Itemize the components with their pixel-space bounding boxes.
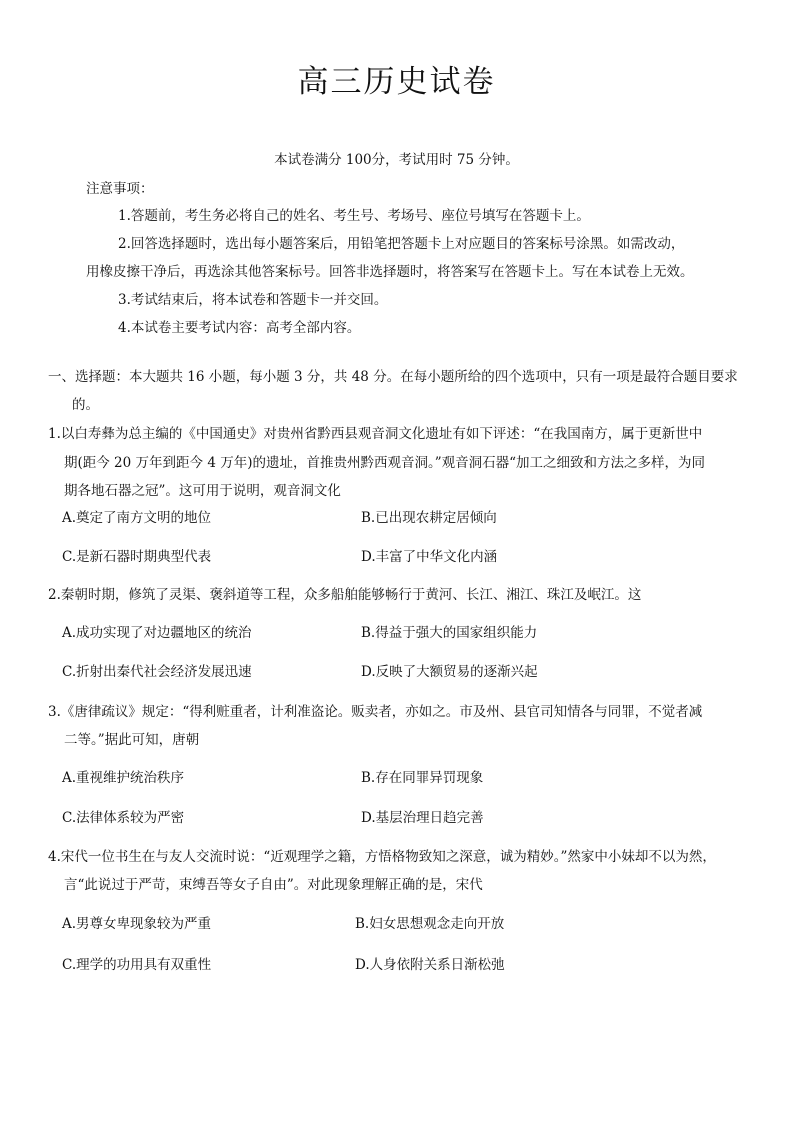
section-heading: 的。 — [72, 397, 99, 413]
question-stem: 3.《唐律疏议》规定：“得利赃重者，计利准盗论。贩卖者，亦如之。市及州、县官司知情各与同罪，不觉者减 — [48, 704, 703, 720]
option-a[interactable]: A.奠定了南方文明的地位 — [62, 510, 212, 526]
option-a[interactable]: A.成功实现了对边疆地区的统治 — [62, 625, 252, 641]
option-c[interactable]: C.是新石器时期典型代表 — [62, 549, 212, 565]
exam-intro: 本试卷满分 100分，考试用时 75 分钟。 — [274, 152, 519, 168]
option-b[interactable]: B.得益于强大的国家组织能力 — [361, 625, 538, 641]
question-stem: 2.秦朝时期，修筑了灵渠、褒斜道等工程，众多船舶能够畅行于黄河、长江、湘江、珠江及岷江。这 — [48, 587, 642, 603]
notice-item: 3.考试结束后，将本试卷和答题卡一并交回。 — [118, 292, 388, 308]
option-a[interactable]: A.男尊女卑现象较为严重 — [62, 916, 212, 932]
option-d[interactable]: D.丰富了中华文化内涵 — [361, 549, 498, 565]
question-stem: 4.宋代一位书生在与友人交流时说：“近观理学之籍，方悟格物致知之深意，诚为精妙。”然家中小妹却不以为然， — [48, 849, 716, 865]
notice-item: 1.答题前，考生务必将自己的姓名、考生号、考场号、座位号填写在答题卡上。 — [118, 208, 590, 224]
option-c[interactable]: C.折射出秦代社会经济发展迅速 — [62, 664, 252, 680]
question-stem: 1.以白寿彝为总主编的《中国通史》对贵州省黔西县观音洞文化遗址有如下评述：“在我国南方，属于更新世中 — [48, 426, 703, 442]
question-stem: 期各地石器之冠”。这可用于说明，观音洞文化 — [64, 483, 341, 499]
option-b[interactable]: B.存在同罪异罚现象 — [361, 770, 484, 786]
exam-title: 高三历史试卷 — [297, 64, 496, 100]
option-a[interactable]: A.重视维护统治秩序 — [62, 770, 185, 786]
option-d[interactable]: D.基层治理日趋完善 — [361, 810, 484, 826]
notice-item: 4.本试卷主要考试内容：高考全部内容。 — [118, 320, 361, 336]
notice-item: 用橡皮擦干净后，再选涂其他答案标号。回答非选择题时，将答案写在答题卡上。写在本试卷上无效。 — [86, 264, 694, 280]
notice-item: 2.回答选择题时，选出每小题答案后，用铅笔把答题卡上对应题目的答案标号涂黑。如需改动， — [118, 236, 685, 252]
question-stem: 言“此说过于严苛，束缚吾等女子自由”。对此现象理解正确的是，宋代 — [64, 877, 483, 893]
notice-heading: 注意事项： — [86, 181, 154, 197]
section-heading: 一、选择题：本大题共 16 小题，每小题 3 分，共 48 分。在每小题所给的四个选项中，只有一项是最符合题目要求 — [48, 369, 738, 385]
option-d[interactable]: D.反映了大额贸易的逐渐兴起 — [361, 664, 538, 680]
option-b[interactable]: B.已出现农耕定居倾向 — [361, 510, 497, 526]
option-b[interactable]: B.妇女思想观念走向开放 — [355, 916, 505, 932]
question-stem: 期(距今 20 万年到距今 4 万年)的遗址，首推贵州黔西观音洞。”观音洞石器“加工之细致和方法之多样，为同 — [64, 455, 706, 471]
option-d[interactable]: D.人身依附关系日渐松弛 — [355, 957, 505, 973]
option-c[interactable]: C.法律体系较为严密 — [62, 810, 185, 826]
question-stem: 二等。”据此可知，唐朝 — [64, 732, 200, 748]
option-c[interactable]: C.理学的功用具有双重性 — [62, 957, 212, 973]
